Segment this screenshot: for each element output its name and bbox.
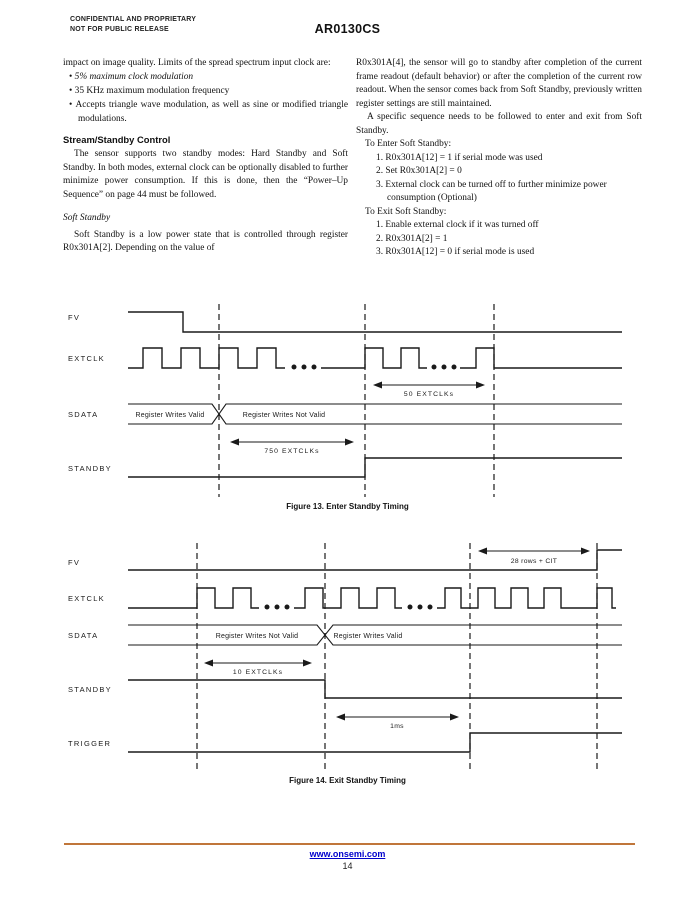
exit-standby-label: To Exit Soft Standby:	[365, 206, 447, 217]
paragraph: impact on image quality. Limits of the spread spectrum input clock are:	[63, 58, 331, 68]
list-item: 1. Enable external clock if it was turned off	[376, 220, 539, 230]
bullet-glyph: •	[69, 72, 73, 82]
register-writes-valid-label: Register Writes Valid	[333, 633, 403, 640]
figure14-timing-diagram	[0, 535, 695, 785]
clock-ellipsis-dots	[418, 605, 423, 610]
list-item: 2. R0x301A[2] = 1	[376, 233, 448, 244]
bullet-text: Accepts triangle wave modulation, as well as sine or modified triangle modulations.	[75, 100, 348, 124]
bullet-text: 5% maximum clock modulation	[74, 72, 194, 82]
bullet-item	[63, 85, 348, 99]
arrowhead-left	[373, 382, 382, 389]
fv-signal-label: FV	[68, 558, 81, 567]
fv-waveform	[128, 312, 622, 332]
paragraph: Soft Standby is a low power state that is controlled through register R0x301A[2]. Depending on the value of	[63, 229, 348, 253]
bullet-glyph: •	[69, 100, 73, 110]
clock-ellipsis-dots	[302, 365, 307, 370]
clock-ellipsis-dots	[285, 605, 290, 610]
figure13-caption: Figure 13. Enter Standby Timing	[286, 502, 409, 511]
register-writes-not-valid-label: Register Writes Not Valid	[242, 412, 326, 419]
clock-ellipsis-dots	[428, 605, 433, 610]
figure13-timing-diagram	[0, 300, 695, 515]
arrowhead-right	[581, 548, 590, 555]
paragraph: A specific sequence needs to be followed to enter and exit from Soft Standby.	[356, 112, 642, 136]
page-title: AR0130CS	[314, 22, 381, 36]
paragraph: R0x301A[4], the sensor will go to standby after completion of the current frame readout (default behavior) or after the completion of the current row readout. When the sensor comes back from Soft Standby, previously written register settings are still maintained.	[356, 58, 642, 109]
list-item: 2. Set R0x301A[2] = 0	[376, 166, 462, 176]
standby-signal-label: STANDBY	[68, 464, 112, 473]
section-heading: Stream/Standby Control	[63, 134, 171, 145]
enter-standby-label: To Enter Soft Standby:	[365, 139, 452, 149]
extclk-waveform	[460, 348, 622, 368]
extclk-signal-label: EXTCLK	[68, 354, 105, 363]
trigger-signal-label: TRIGGER	[68, 739, 112, 748]
list-item: 3. R0x301A[12] = 0 if serial mode is used	[376, 247, 535, 257]
footer-link-row	[0, 849, 695, 859]
clock-ellipsis-dots	[432, 365, 437, 370]
extclk-signal-label: EXTCLK	[68, 594, 105, 603]
1ms-label: 1ms	[390, 723, 404, 730]
clock-ellipsis-dots	[452, 365, 457, 370]
28-rows-cit-label: 28 rows + CIT	[510, 558, 558, 565]
arrowhead-left	[230, 439, 239, 446]
extclk-waveform	[321, 348, 427, 368]
confidential-line2: NOT FOR PUBLIC RELEASE	[70, 25, 169, 33]
extclk-waveform	[437, 588, 616, 608]
standby-signal-label: STANDBY	[68, 685, 112, 694]
arrowhead-right	[303, 660, 312, 667]
clock-ellipsis-dots	[442, 365, 447, 370]
sdata-signal-label: SDATA	[68, 410, 99, 419]
arrowhead-left	[478, 548, 487, 555]
register-writes-not-valid-label: Register Writes Not Valid	[215, 633, 299, 640]
clock-ellipsis-dots	[292, 365, 297, 370]
clock-ellipsis-dots	[265, 605, 270, 610]
standby-waveform	[128, 680, 622, 698]
bullet-text: 35 KHz maximum modulation frequency	[74, 86, 230, 96]
subsection-heading: Soft Standby	[63, 213, 111, 223]
footer-divider	[64, 843, 635, 845]
fv-signal-label: FV	[68, 313, 81, 322]
arrowhead-right	[476, 382, 485, 389]
bullet-item	[63, 71, 348, 85]
clock-ellipsis-dots	[275, 605, 280, 610]
bullet-item	[63, 99, 348, 126]
extclk-waveform	[128, 348, 285, 368]
arrowhead-right	[345, 439, 354, 446]
arrowhead-right	[450, 714, 459, 721]
standby-waveform	[128, 458, 622, 477]
750-extclks-label: 750 EXTCLKs	[264, 448, 320, 455]
onsemi-link[interactable]: www.onsemi.com	[309, 849, 386, 859]
paragraph: The sensor supports two standby modes: Hard Standby and Soft Standby. In both modes, external clock can be optionally disabled to further minimize power consumption. If this is done, then the “Power–Up Sequence” on page 44 must be followed.	[63, 149, 348, 200]
extclk-waveform	[294, 588, 402, 608]
left-column	[63, 57, 348, 256]
confidential-line1: CONFIDENTIAL AND PROPRIETARY	[70, 16, 197, 23]
10-extclks-label: 10 EXTCLKs	[232, 669, 284, 676]
trigger-waveform	[128, 733, 622, 752]
clock-ellipsis-dots	[408, 605, 413, 610]
register-writes-valid-label: Register Writes Valid	[135, 412, 205, 419]
right-column	[356, 57, 642, 260]
list-item: 1. R0x301A[12] = 1 if serial mode was used	[376, 152, 543, 163]
extclk-waveform	[128, 588, 259, 608]
clock-ellipsis-dots	[312, 365, 317, 370]
arrowhead-left	[204, 660, 213, 667]
list-item: 3. External clock can be turned off to further minimize power consumption (Optional)	[376, 179, 607, 203]
page-number: 14	[342, 861, 353, 871]
sdata-signal-label: SDATA	[68, 631, 99, 640]
arrowhead-left	[336, 714, 345, 721]
figure14-caption: Figure 14. Exit Standby Timing	[289, 776, 406, 785]
bullet-glyph: •	[69, 86, 73, 96]
50-extclks-label: 50 EXTCLKs	[403, 391, 455, 398]
